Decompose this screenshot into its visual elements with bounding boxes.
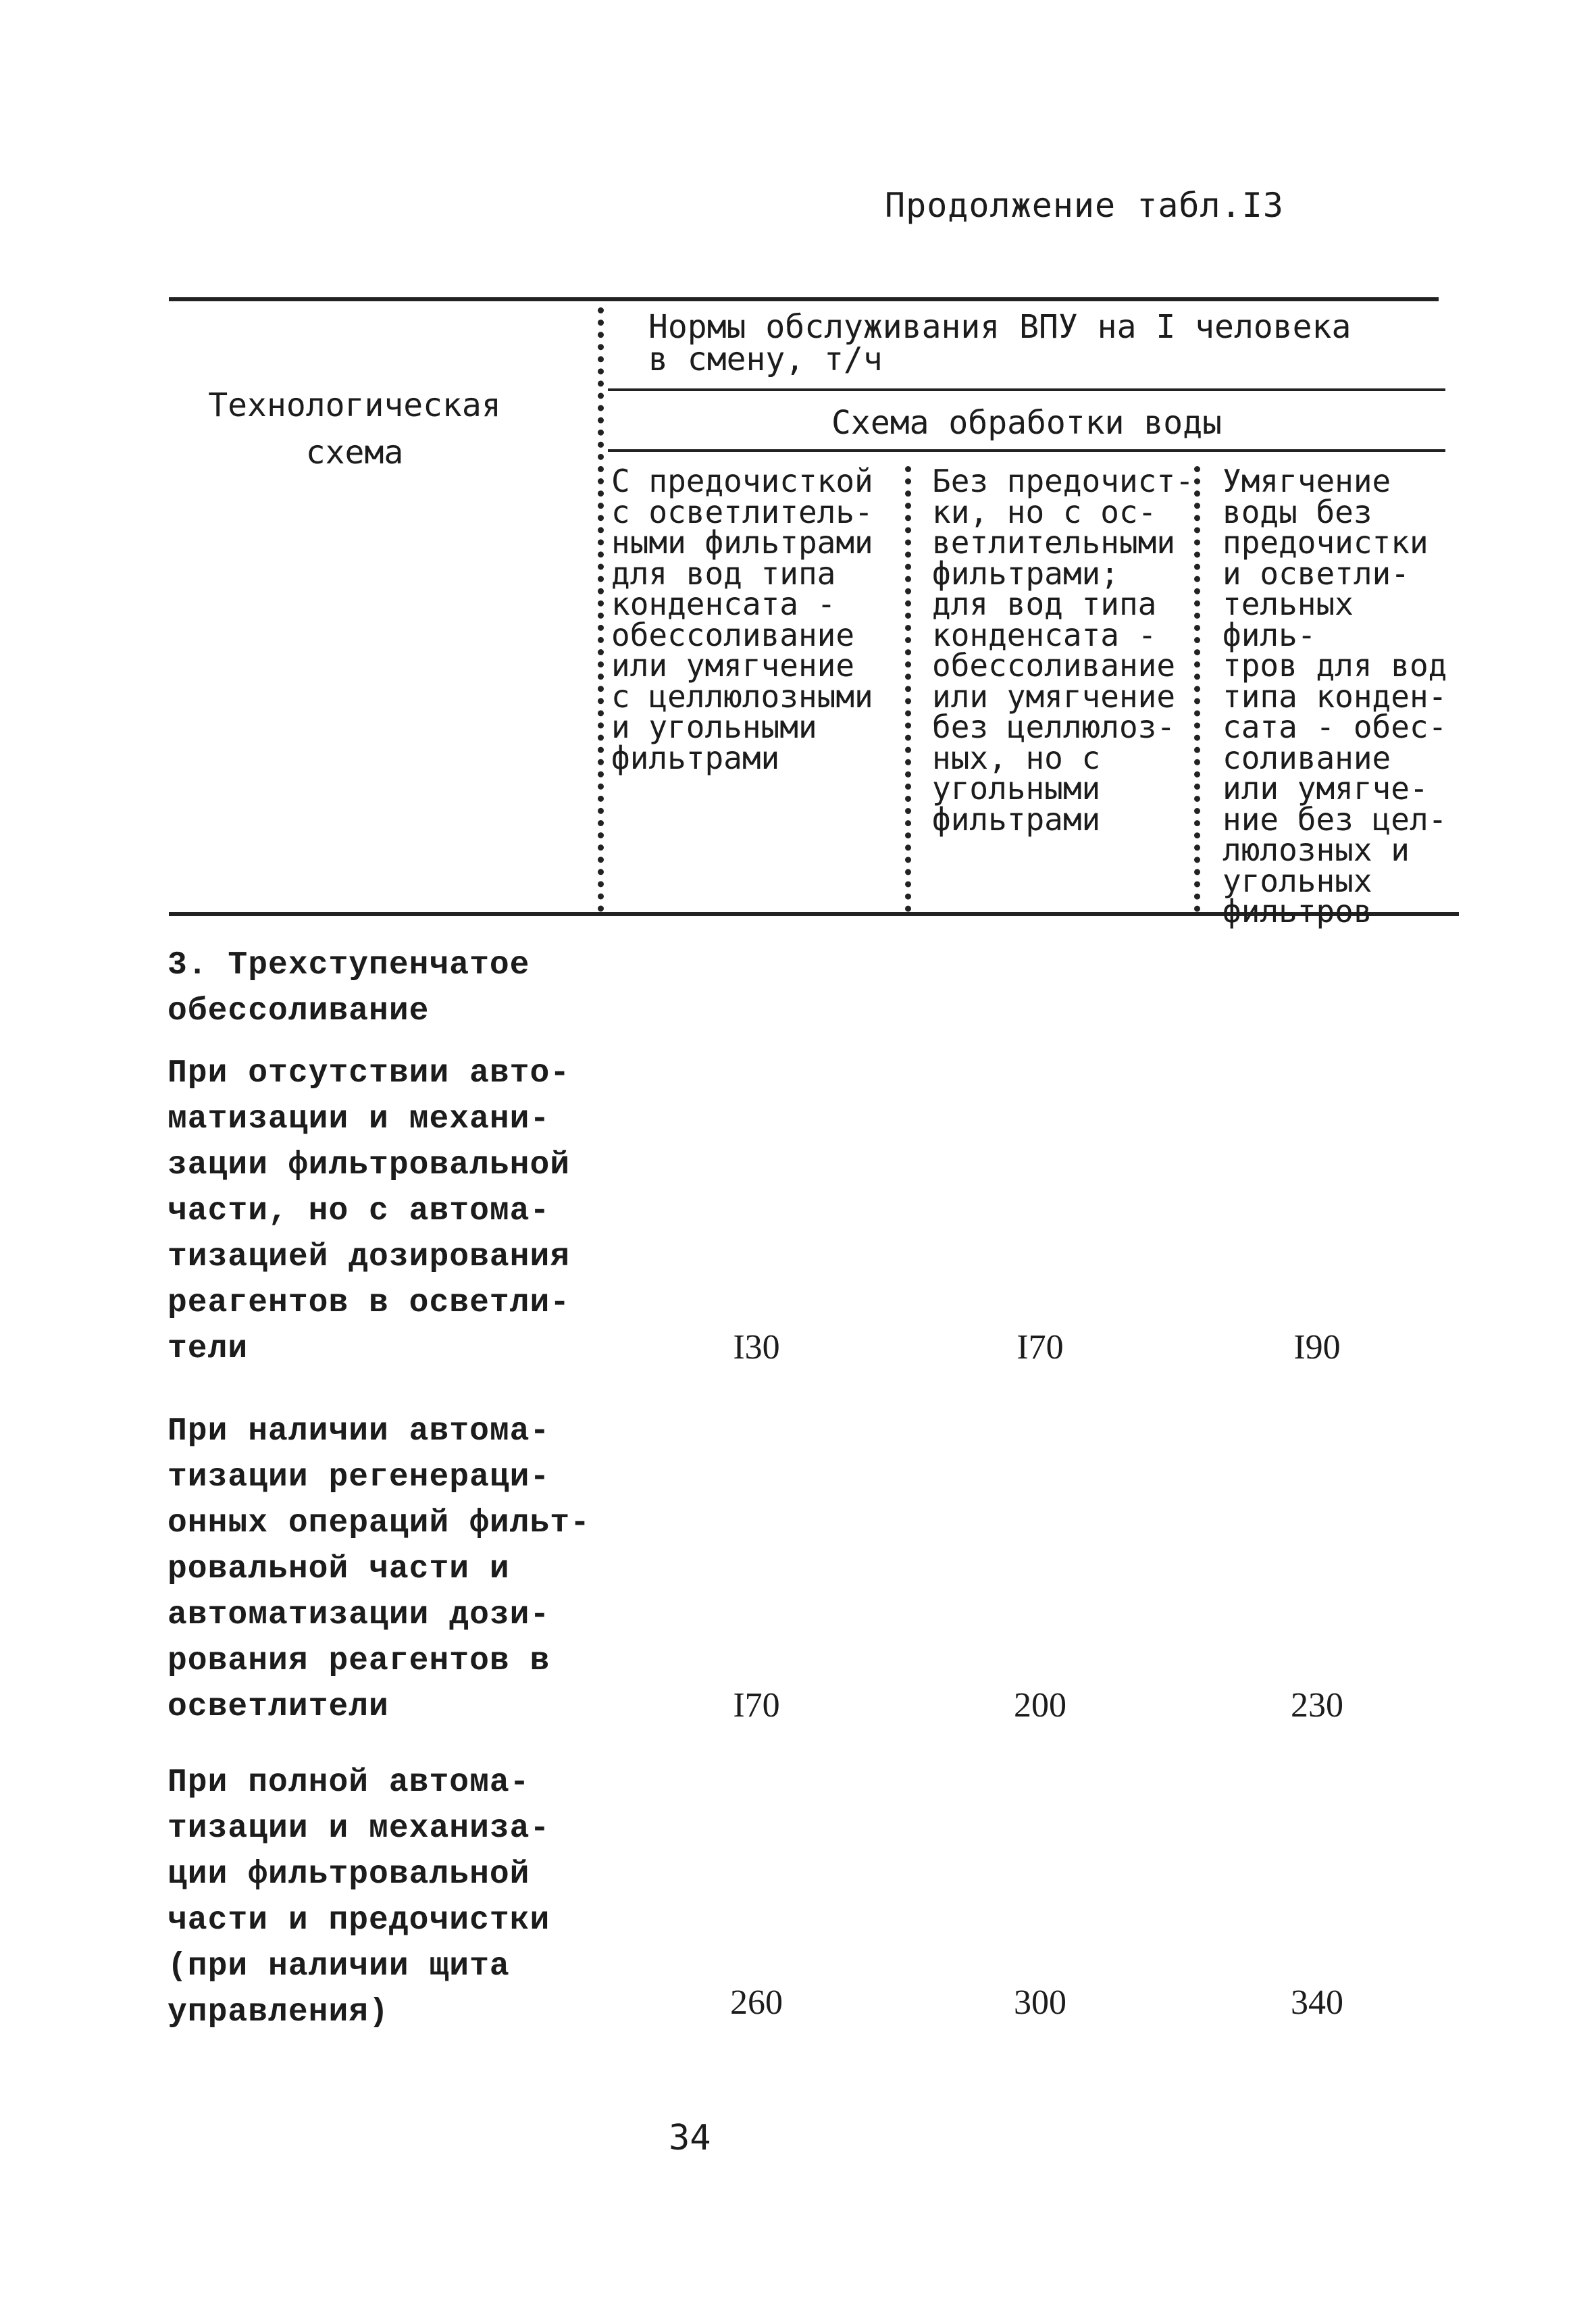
- column-separator: [598, 307, 604, 912]
- header-technological-scheme: Технологическая схема: [208, 386, 501, 472]
- value-cell: 230: [1291, 1686, 1343, 1725]
- scheme-underline-rule: [608, 449, 1445, 452]
- header-service-norms: Нормы обслуживания ВПУ на I человека в смену, т/ч: [648, 308, 1352, 378]
- value-cell: 300: [1014, 1983, 1066, 2022]
- value-cell: I90: [1293, 1328, 1341, 1367]
- value-cell: I30: [733, 1328, 780, 1367]
- norms-underline-rule: [608, 388, 1445, 391]
- value-cell: 260: [730, 1983, 783, 2022]
- continuation-title: Продолжение табл.I3: [885, 186, 1284, 225]
- value-cell: I70: [733, 1686, 780, 1725]
- value-cell: 340: [1291, 1983, 1343, 2022]
- row-label: При наличии автома- тизации регенераци- онных операций фильт- ровальной части и автоматизации дози- рования реагентов в осветлители: [168, 1413, 590, 1725]
- page-number: 34: [669, 2118, 711, 2158]
- value-cell: I70: [1016, 1328, 1064, 1367]
- row-label: При полной автома- тизации и механиза- ции фильтровальной части и предочистки (при наличии щита управления): [168, 1764, 550, 2031]
- subheader-with-pretreatment: С предочисткой с осветлитель- ными фильтрами для вод типа конденсата - обессоливание или умягчение с целлюлозными и угольными фильтрами: [611, 463, 873, 776]
- subheader-softening: Умягчение воды без предочистки и осветли- тельных филь- тров для вод типа конден- сата - обес- соливание или умягче- ние без цел- люлозных и угольных фильтров: [1222, 463, 1447, 930]
- header-water-treatment-scheme: Схема обработки воды: [831, 404, 1222, 442]
- table-top-rule: [169, 297, 1439, 301]
- section-title: 3. Трехступенчатое обессоливание: [168, 947, 530, 1030]
- row-label: При отсутствии авто- матизации и механи- зации фильтровальной части, но с автома- тизацией дозирования реагентов в осветли- тели: [168, 1055, 571, 1367]
- subheader-without-pretreatment: Без предочист- ки, но с ос- ветлительными фильтрами; для вод типа конденсата - обессоливание или умягчение без целлюлоз- ных, но с угольными фильтрами: [932, 463, 1194, 838]
- value-cell: 200: [1014, 1686, 1066, 1725]
